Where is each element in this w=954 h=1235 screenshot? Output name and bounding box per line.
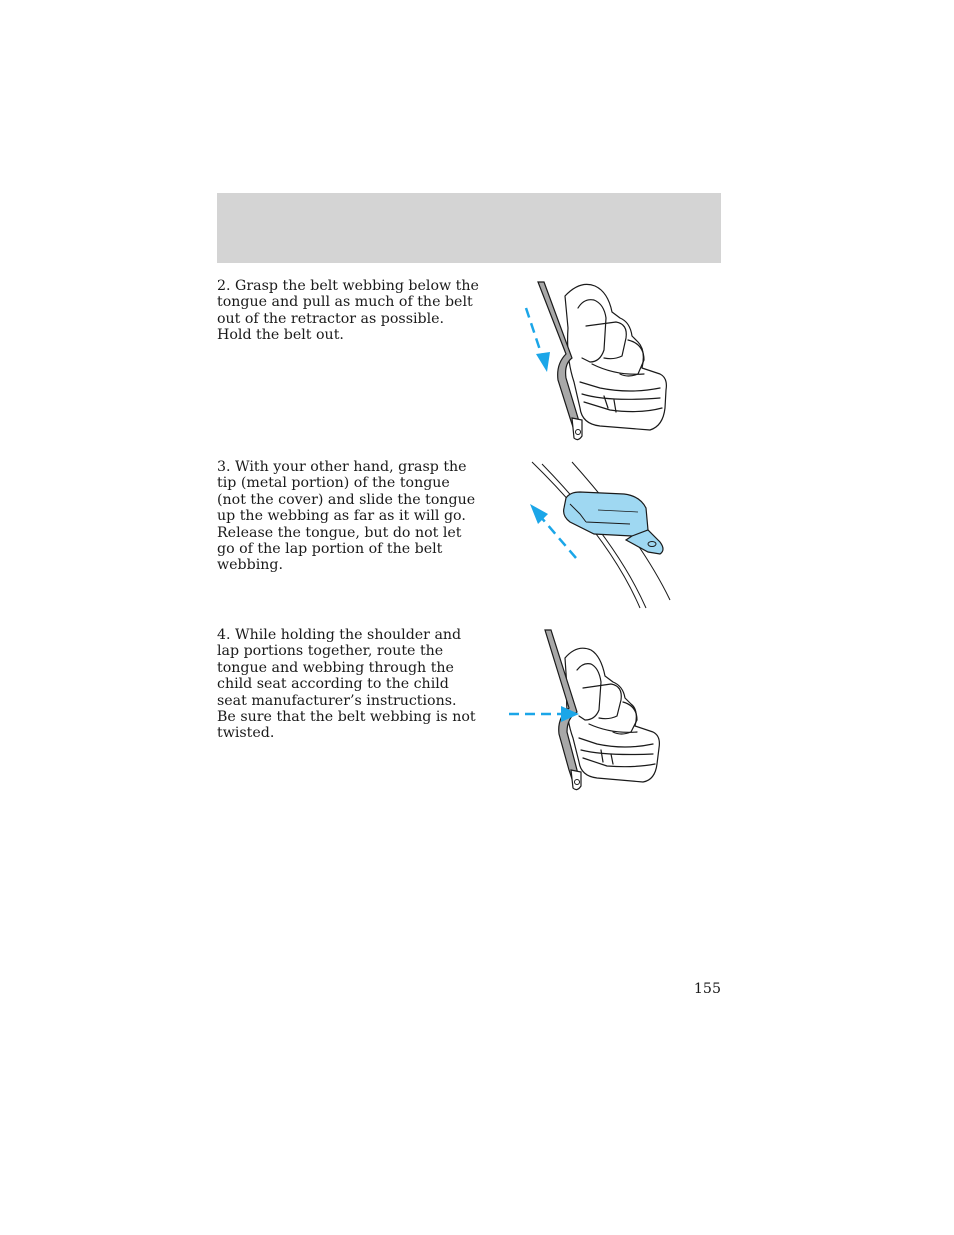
section-header-band	[217, 193, 721, 263]
down-arrow-icon	[526, 308, 542, 356]
step-2-text: 2. Grasp the belt webbing below the tongue and pull as much of the belt out of the retractor as possible. Hold the belt out.	[217, 278, 479, 344]
belt-tongue-illustration-step-3	[520, 458, 680, 613]
page-number: 155	[693, 981, 721, 997]
child-seat-illustration-step-4	[505, 628, 675, 793]
step-3-text: 3. With your other hand, grasp the tip (metal portion) of the tongue (not the cover) and slide the tongue up the webbing as far as it will go. Release the tongue, but do not let go of the lap portion of the belt webbing.	[217, 459, 476, 574]
child-seat-illustration-step-2	[520, 278, 680, 443]
step-4-text: 4. While holding the shoulder and lap portions together, route the tongue and webbing through the child seat according to the child seat manufacturer’s instructions. Be sure that the belt webbing is not twisted.	[217, 627, 476, 742]
